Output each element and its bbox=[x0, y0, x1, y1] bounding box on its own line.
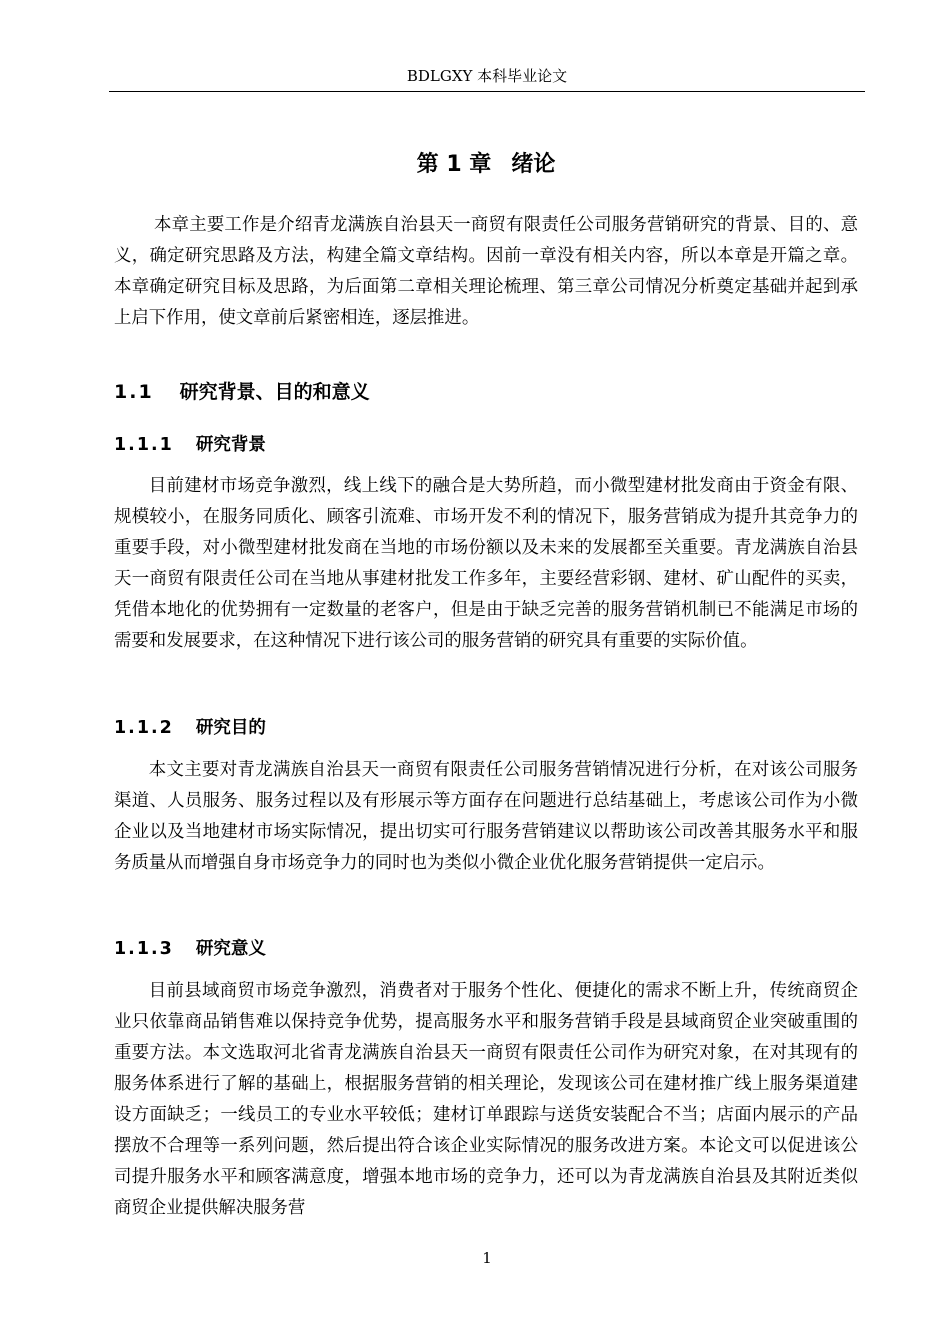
chapter-intro-paragraph: 本章主要工作是介绍青龙满族自治县天一商贸有限责任公司服务营销研究的背景、目的、意义，确定研究思路及方法，构建全篇文章结构。因前一章没有相关内容，所以本章是开篇之章。本章确定研究目标及思路，为后面第二章相关理论梳理、第三章公司情况分析奠定基础并起到承上启下作用，使文章前后紧密相连，逐层推进。 bbox=[114, 215, 858, 328]
background-paragraph: 目前建材市场竞争激烈，线上线下的融合是大势所趋，而小微型建材批发商由于资金有限、规模较小，在服务同质化、顾客引流难、市场开发不利的情况下，服务营销成为提升其竞争力的重要手段，对小微型建材批发商在当地的市场份额以及未来的发展都至关重要。青龙满族自治县天一商贸有限责任公司在当地从事建材批发工作多年，主要经营彩钢、建材、矿山配件的买卖，凭借本地化的优势拥有一定数量的老客户，但是由于缺乏完善的服务营销机制已不能满足市场的需要和发展要求，在这种情况下进行该公司的服务营销的研究具有重要的实际价值。 bbox=[114, 476, 858, 651]
subsection-number: 1.1.3 bbox=[114, 939, 174, 959]
section-number: 1.1 bbox=[114, 381, 154, 403]
subsection-title: 研究意义 bbox=[195, 939, 266, 959]
header-rule bbox=[109, 91, 865, 92]
section-heading-1-1 bbox=[114, 378, 370, 406]
subsection-heading-1-1-2 bbox=[114, 715, 266, 741]
page-number: 1 bbox=[482, 1249, 492, 1267]
significance-paragraph: 目前县域商贸市场竞争激烈，消费者对于服务个性化、便捷化的需求不断上升，传统商贸企业只依靠商品销售难以保持竞争优势，提高服务水平和服务营销手段是县域商贸企业突破重围的重要方法。本文选取河北省青龙满族自治县天一商贸有限责任公司作为研究对象，在对其现有的服务体系进行了解的基础上，根据服务营销的相关理论，发现该公司在建材推广线上服务渠道建设方面缺乏；一线员工的专业水平较低；建材订单跟踪与送货安装配合不当；店面内展示的产品摆放不合理等一系列问题，然后提出符合该企业实际情况的服务改进方案。本论文可以促进该公司提升服务水平和顾客满意度，增强本地市场的竞争力，还可以为青龙满族自治县及其附近类似商贸企业提供解决服务营 bbox=[114, 981, 858, 1218]
running-header: BDLGXY 本科毕业论文 bbox=[406, 67, 568, 85]
subsection-number: 1.1.1 bbox=[114, 435, 174, 455]
subsection-title: 研究背景 bbox=[195, 435, 266, 455]
subsection-heading-1-1-1 bbox=[114, 432, 266, 458]
chapter-number: 第 1 章 bbox=[416, 152, 492, 177]
subsection-number: 1.1.2 bbox=[114, 718, 174, 738]
section-title: 研究背景、目的和意义 bbox=[179, 381, 370, 403]
purpose-paragraph: 本文主要对青龙满族自治县天一商贸有限责任公司服务营销情况进行分析，在对该公司服务渠道、人员服务、服务过程以及有形展示等方面存在问题进行总结基础上，考虑该公司作为小微企业以及当地建材市场实际情况，提出切实可行服务营销建议以帮助该公司改善其服务水平和服务质量从而增强自身市场竞争力的同时也为类似小微企业优化服务营销提供一定启示。 bbox=[114, 760, 858, 873]
chapter-name: 绪论 bbox=[511, 152, 556, 177]
subsection-heading-1-1-3 bbox=[114, 936, 266, 962]
chapter-title bbox=[114, 150, 858, 180]
subsection-title: 研究目的 bbox=[195, 718, 266, 738]
